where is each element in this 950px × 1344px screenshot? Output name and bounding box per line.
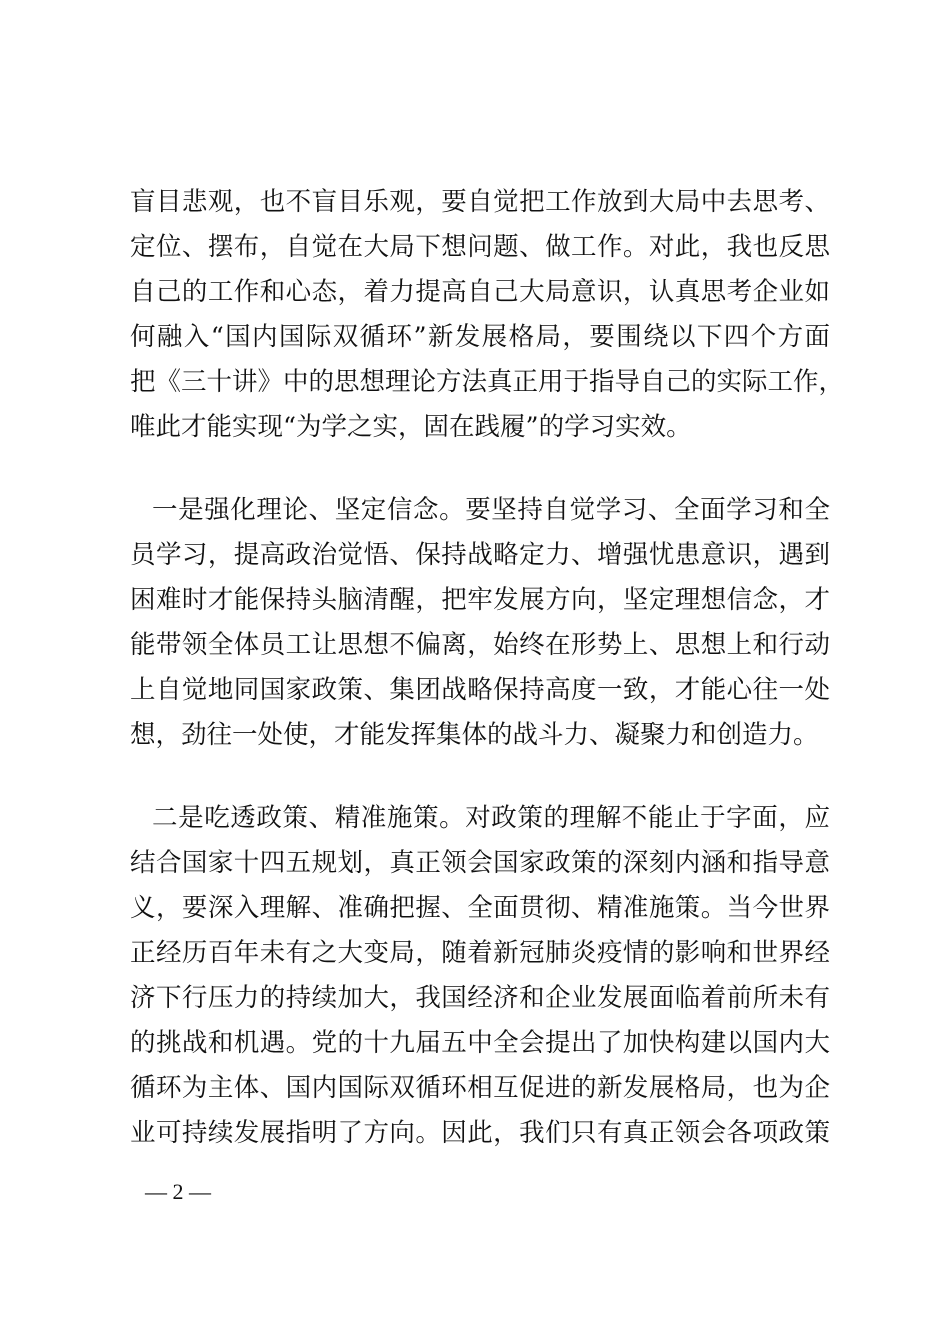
text-line: 二是吃透政策、精准施策。对政策的理解不能止于字面，应 xyxy=(152,803,830,833)
text-line: 济下行压力的持续加大，我国经济和企业发展面临着前所未有 xyxy=(130,983,830,1013)
text-line: 盲目悲观，也不盲目乐观，要自觉把工作放到大局中去思考、 xyxy=(130,187,830,217)
text-line: 循环为主体、国内国际双循环相互促进的新发展格局，也为企 xyxy=(130,1073,830,1103)
text-line: 定位、摆布，自觉在大局下想问题、做工作。对此，我也反思 xyxy=(130,232,830,262)
text-line: 想，劲往一处使，才能发挥集体的战斗力、凝聚力和创造力。 xyxy=(130,720,819,750)
text-line: 能带领全体员工让思想不偏离，始终在形势上、思想上和行动 xyxy=(130,630,830,660)
text-line: 结合国家十四五规划，真正领会国家政策的深刻内涵和指导意 xyxy=(130,848,830,878)
text-line: 困难时才能保持头脑清醒，把牢发展方向，坚定理想信念，才 xyxy=(130,585,830,615)
text-line: 义，要深入理解、准确把握、全面贯彻、精准施策。当今世界 xyxy=(130,893,830,923)
text-line: 自己的工作和心态，着力提高自己大局意识，认真思考企业如 xyxy=(130,277,830,307)
text-line: 员学习，提高政治觉悟、保持战略定力、增强忧患意识，遇到 xyxy=(130,540,830,570)
text-line: 业可持续发展指明了方向。因此，我们只有真正领会各项政策 xyxy=(130,1118,830,1148)
text-line: 把《三十讲》中的思想理论方法真正用于指导自己的实际工作， xyxy=(130,367,845,397)
text-line: 正经历百年未有之大变局，随着新冠肺炎疫情的影响和世界经 xyxy=(130,938,830,968)
text-line: 一是强化理论、坚定信念。要坚持自觉学习、全面学习和全 xyxy=(152,495,830,525)
page-number: — 2 — xyxy=(145,1179,211,1204)
text-line: 的挑战和机遇。党的十九届五中全会提出了加快构建以国内大 xyxy=(130,1028,830,1058)
text-line: 何融入“国内国际双循环”新发展格局，要围绕以下四个方面 xyxy=(130,322,830,352)
text-line: 上自觉地同国家政策、集团战略保持高度一致，才能心往一处 xyxy=(130,675,830,705)
text-line: 唯此才能实现“为学之实，固在践履”的学习实效。 xyxy=(130,412,692,442)
